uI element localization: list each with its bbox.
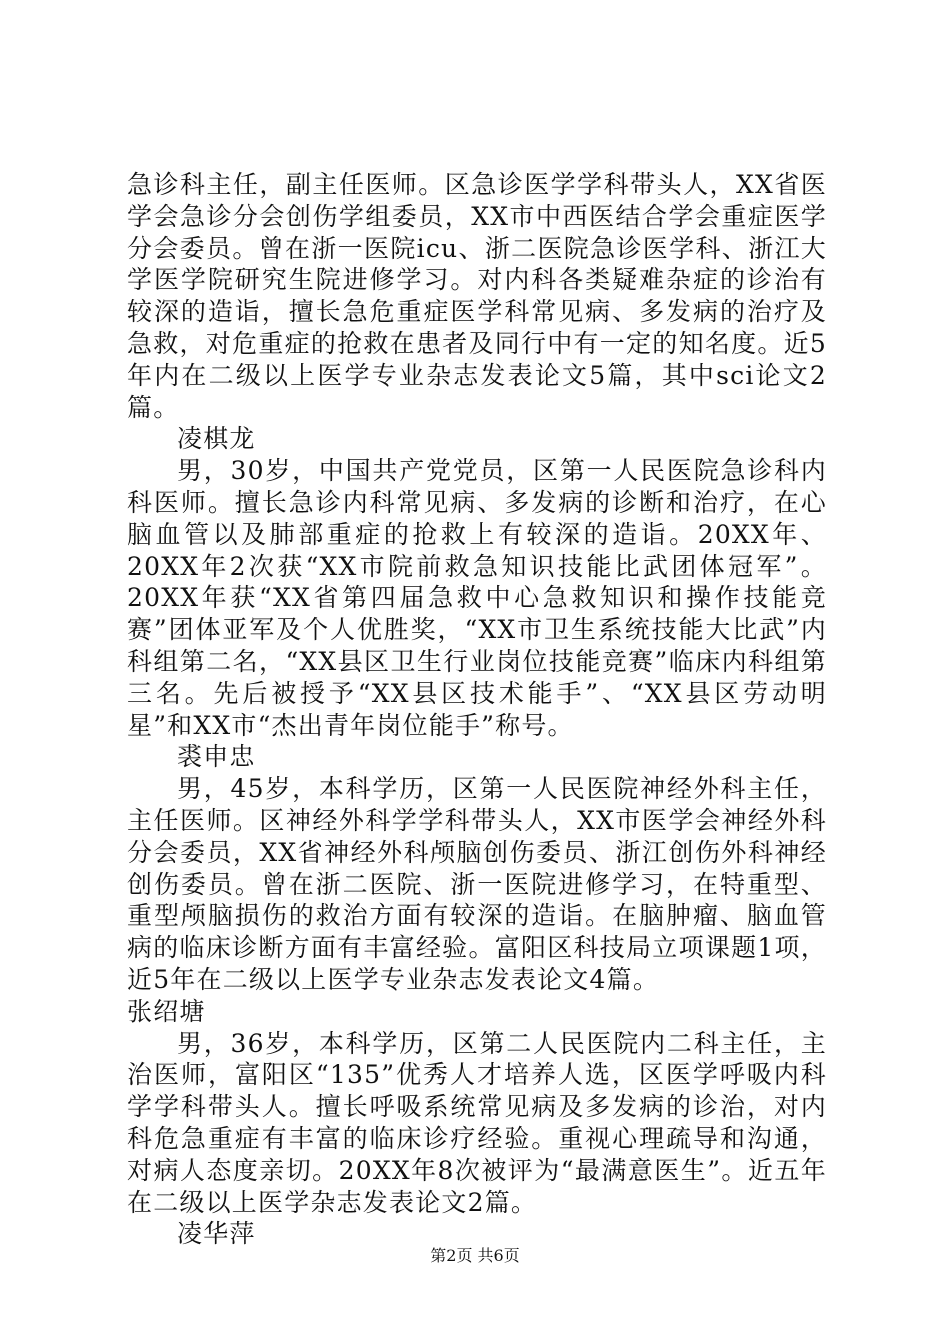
bio-paragraph-qiu-shenzhong: 男，45岁，本科学历，区第一人民医院神经外科主任，主任医师。区神经外科学学科带头人，XX市医学会神经外科分会委员，XX省神经外科颅脑创伤委员、浙江创伤外科神经创伤委员。曾在浙二医院、浙一医院进修学习，在特重型、重型颅脑损伤的救治方面有较深的造诣。在脑肿瘤、脑血管病的临床诊断方面有丰富经验。富阳区科技局立项课题1项，近5年在二级以上医学专业杂志发表论文4篇。 — [127, 774, 827, 994]
person-name-qiu-shenzhong: 裘申忠 — [177, 742, 256, 772]
document-body — [127, 169, 827, 1250]
intro-paragraph: 急诊科主任，副主任医师。区急诊医学学科带头人，XX省医学会急诊分会创伤学组委员，XX市中西医结合学会重症医学分会委员。曾在浙一医院icu、浙二医院急诊医学科、浙江大学医学院研究生院进修学习。对内科各类疑难杂症的诊治有较深的造诣，擅长急危重症医学科常见病、多发病的治疗及急救，对危重症的抢救在患者及同行中有一定的知名度。近5年内在二级以上医学专业杂志发表论文5篇，其中sci论文2篇。 — [127, 170, 827, 422]
person-name-ling-qilong: 凌棋龙 — [177, 424, 256, 454]
person-name-ling-huaping: 凌华萍 — [177, 1219, 256, 1249]
bio-paragraph-zhang-shaotang: 男，36岁，本科学历，区第二人民医院内二科主任，主治医师，富阳区“135”优秀人才培养人选，区医学呼吸内科学学科带头人。擅长呼吸系统常见病及多发病的诊治，对内科危急重症有丰富的临床诊疗经验。重视心理疏导和沟通，对病人态度亲切。20XX年8次被评为“最满意医生”。近五年在二级以上医学杂志发表论文2篇。 — [127, 1028, 827, 1217]
page-footer: 第2页 共6页 — [430, 1246, 520, 1265]
bio-paragraph-ling-qilong: 男，30岁，中国共产党党员，区第一人民医院急诊科内科医师。擅长急诊内科常见病、多发病的诊断和治疗，在心脑血管以及肺部重症的抢救上有较深的造诣。20XX年、20XX年2次获“XX市院前救急知识技能比武团体冠军”。20XX年获“XX省第四届急救中心急救知识和操作技能竞赛”团体亚军及个人优胜奖，“XX市卫生系统技能大比武”内科组第二名，“XX县区卫生行业岗位技能竞赛”临床内科组第三名。先后被授予“XX县区技术能手”、“XX县区劳动明星”和XX市“杰出青年岗位能手”称号。 — [127, 456, 827, 740]
person-name-zhang-shaotang: 张绍塘 — [127, 996, 206, 1026]
